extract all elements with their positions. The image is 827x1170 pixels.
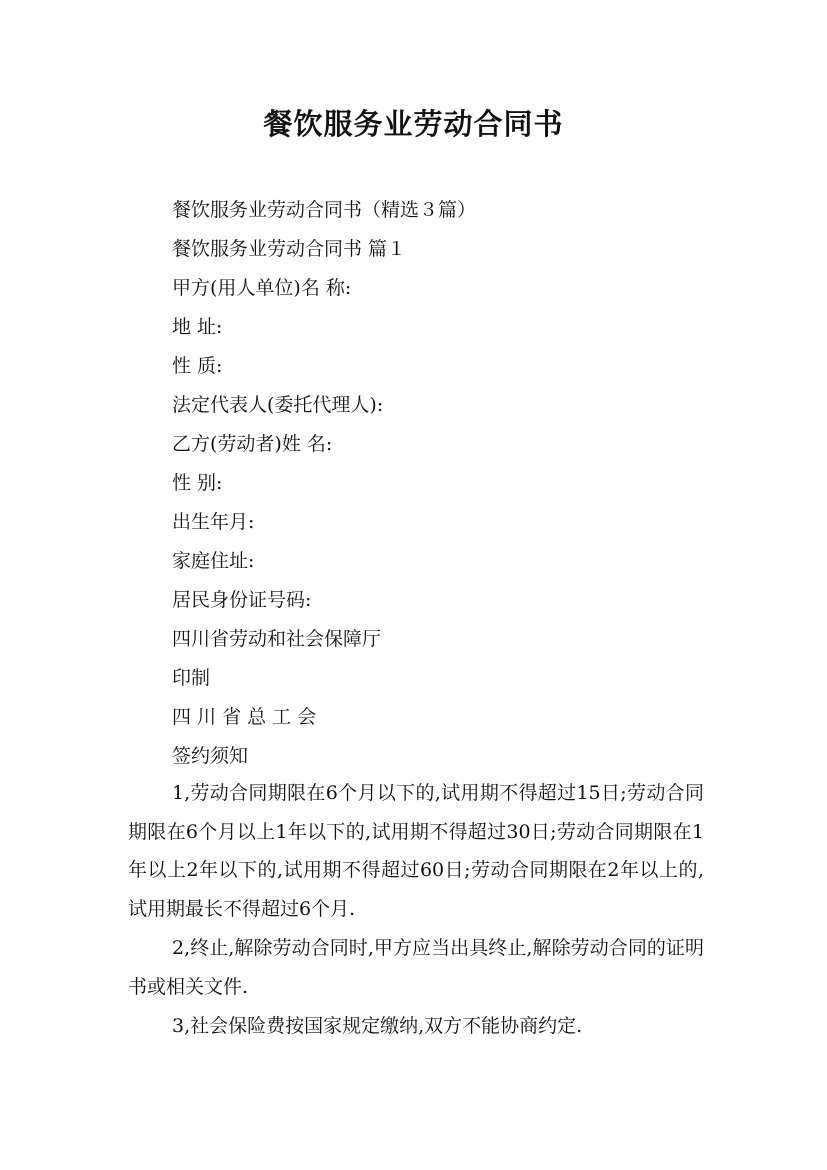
- address-field: 地 址:: [172, 316, 223, 338]
- nature-field: 性 质:: [172, 355, 223, 377]
- signing-notes-heading: 签约须知: [172, 745, 249, 767]
- notice-paragraph-3: 3,社会保险费按国家规定缴纳,双方不能协商约定.: [172, 1015, 583, 1037]
- legal-representative-field: 法定代表人(委托代理人):: [172, 394, 384, 416]
- home-address-field: 家庭住址:: [172, 550, 255, 572]
- gender-field: 性 别:: [172, 472, 223, 494]
- printed-by-line: 印制: [172, 667, 211, 689]
- notice-paragraph-1: 1,劳动合同期限在6个月以下的,试用期不得超过15日;劳动合同期限在6个月以上1年以下的,试用期不得超过30日;劳动合同期限在1年以上2年以下的,试用期不得超过60日;劳动合同期限在2年以上的,试用期最长不得超过6个月.: [128, 782, 704, 921]
- document-title: 餐饮服务业劳动合同书: [263, 107, 564, 141]
- party-a-name-field: 甲方(用人单位)名 称:: [172, 277, 352, 299]
- birth-date-field: 出生年月:: [172, 511, 255, 533]
- subtitle-line: 餐饮服务业劳动合同书（精选３篇）: [172, 199, 477, 221]
- notice-paragraph-2: 2,终止,解除劳动合同时,甲方应当出具终止,解除劳动合同的证明书或相关文件.: [128, 937, 704, 998]
- section-heading: 餐饮服务业劳动合同书 篇１: [172, 238, 407, 260]
- issuer-line: 四川省劳动和社会保障厅: [172, 628, 382, 650]
- id-number-field: 居民身份证号码:: [172, 589, 312, 611]
- party-b-name-field: 乙方(劳动者)姓 名:: [172, 433, 333, 455]
- union-line: 四 川 省 总 工 会: [172, 706, 317, 728]
